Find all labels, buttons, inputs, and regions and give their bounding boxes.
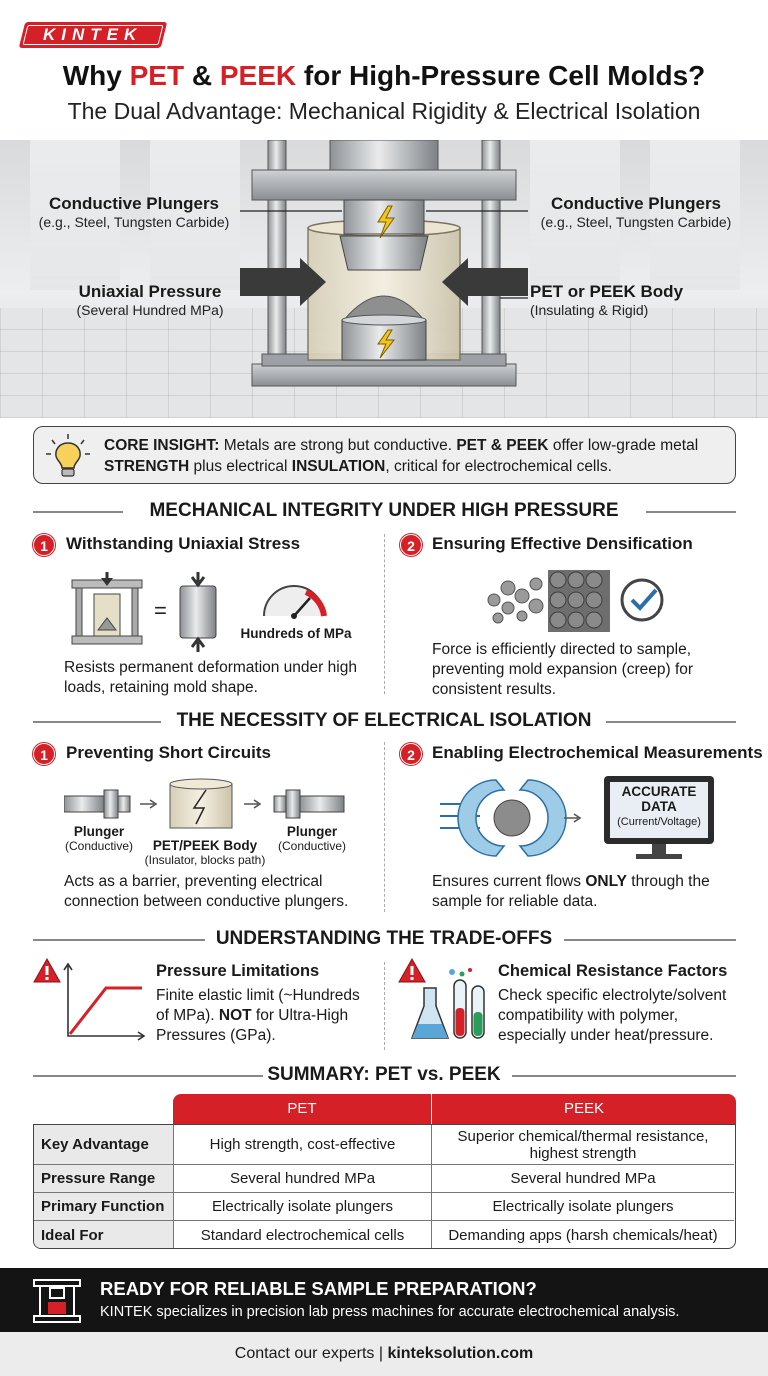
subsection-body: Acts as a barrier, preventing electrical connection between conductive plungers.	[64, 873, 349, 910]
subsection-body: Resists permanent deformation under high loads, retaining mold shape.	[64, 659, 357, 696]
stress-strain-graph-icon	[62, 962, 146, 1042]
core-insight-text: CORE INSIGHT: Metals are strong but conductive. PET & PEEK offer low-grade metal STRENGTH plus electrical INSULATION, critical for electrochemical cells.	[104, 437, 699, 475]
step-number-badge: 1	[33, 743, 55, 765]
contact-footer: Contact our experts | kinteksolution.com	[0, 1332, 768, 1376]
gauge-label: Hundreds of MPa	[240, 626, 352, 641]
subsection-title: Enabling Electrochemical Measurements	[432, 743, 763, 762]
table-row	[34, 1165, 734, 1193]
cell-peek: Electrically isolate plungers	[492, 1198, 674, 1215]
press-diagram	[0, 140, 768, 418]
column-header-pet: PET	[173, 1094, 431, 1124]
press-machine-icon	[32, 1278, 82, 1324]
equals-sign: =	[154, 598, 167, 623]
logo-text: KINTEK	[43, 25, 143, 44]
cell-peek: Several hundred MPa	[510, 1170, 656, 1187]
website-link[interactable]: kinteksolution.com	[387, 1345, 534, 1362]
table-row	[34, 1193, 734, 1221]
subsection-title: Pressure Limitations	[156, 962, 320, 980]
section-heading-electrical: THE NECESSITY OF ELECTRICAL ISOLATION	[0, 710, 768, 734]
pet-peek-body-label: PET/PEEK Body (Insulator, blocks path)	[144, 838, 266, 867]
table-row	[34, 1125, 734, 1165]
step-number-badge: 2	[400, 743, 422, 765]
label-conductive-plungers-right: Conductive Plungers (e.g., Steel, Tungsten Carbide)	[540, 194, 732, 230]
row-key: Ideal For	[34, 1221, 174, 1249]
subsection-title: Preventing Short Circuits	[66, 743, 271, 762]
subsection-body: Ensures current flows ONLY through the sample for reliable data.	[432, 873, 710, 910]
table-row	[34, 1221, 734, 1249]
page-subtitle: The Dual Advantage: Mechanical Rigidity & Electrical Isolation	[67, 98, 701, 124]
subsection-body: Finite elastic limit (~Hundreds of MPa). NOT for Ultra-High Pressures (GPa).	[156, 987, 360, 1044]
label-pet-peek-body: PET or PEEK Body (Insulating & Rigid)	[530, 282, 684, 318]
step-number-badge: 1	[33, 534, 55, 556]
accurate-data-screen: ACCURATE DATA (Current/Voltage)	[617, 784, 701, 828]
warning-icon	[33, 958, 61, 984]
row-key: Key Advantage	[34, 1125, 174, 1164]
hero-illustration	[0, 140, 768, 418]
cell-pet: Electrically isolate plungers	[174, 1193, 432, 1220]
label-conductive-plungers-left: Conductive Plungers (e.g., Steel, Tungsten Carbide)	[38, 194, 230, 230]
subsection-title: Ensuring Effective Densification	[432, 534, 693, 553]
row-key: Primary Function	[34, 1193, 174, 1220]
subsection-body: Force is efficiently directed to sample, preventing mold expansion (creep) for consistent results.	[432, 641, 694, 698]
cta-subtext: KINTEK specializes in precision lab press machines for accurate electrochemical analysis.	[100, 1304, 680, 1320]
cell-pet: High strength, cost-effective	[174, 1125, 432, 1164]
subsection-title: Withstanding Uniaxial Stress	[66, 534, 301, 553]
densification-icon	[484, 566, 674, 636]
plunger-label-left: Plunger (Conductive)	[64, 824, 134, 853]
page-title: Why PET & PEEK for High-Pressure Cell Molds?	[62, 60, 706, 91]
section-heading-mechanical: MECHANICAL INTEGRITY UNDER HIGH PRESSURE	[0, 500, 768, 524]
cell-pet: Standard electrochemical cells	[174, 1221, 432, 1249]
section-heading-tradeoffs: UNDERSTANDING THE TRADE-OFFS	[0, 928, 768, 952]
subsection-body: Check specific electrolyte/solvent compatibility with polymer, especially under heat/pressure.	[498, 987, 727, 1044]
cta-banner	[0, 1268, 768, 1332]
label-uniaxial-pressure: Uniaxial Pressure (Several Hundred MPa)	[76, 282, 224, 318]
kintek-logo	[19, 22, 167, 48]
cta-heading: READY FOR RELIABLE SAMPLE PREPARATION?	[100, 1278, 537, 1299]
cell-peek: Superior chemical/thermal resistance, highest strength	[457, 1127, 709, 1162]
column-header-peek: PEEK	[431, 1094, 736, 1124]
row-key: Pressure Range	[34, 1165, 174, 1192]
step-number-badge: 2	[400, 534, 422, 556]
plunger-label-right: Plunger (Conductive)	[277, 824, 347, 853]
cell-peek: Demanding apps (harsh chemicals/heat)	[448, 1226, 718, 1244]
subsection-title: Chemical Resistance Factors	[498, 962, 728, 980]
lab-flasks-icon	[410, 968, 490, 1044]
core-insight-box	[33, 426, 736, 484]
lightbulb-icon	[42, 432, 94, 480]
section-heading-summary: SUMMARY: PET vs. PEEK	[0, 1064, 768, 1088]
cell-pet: Several hundred MPa	[174, 1165, 432, 1192]
